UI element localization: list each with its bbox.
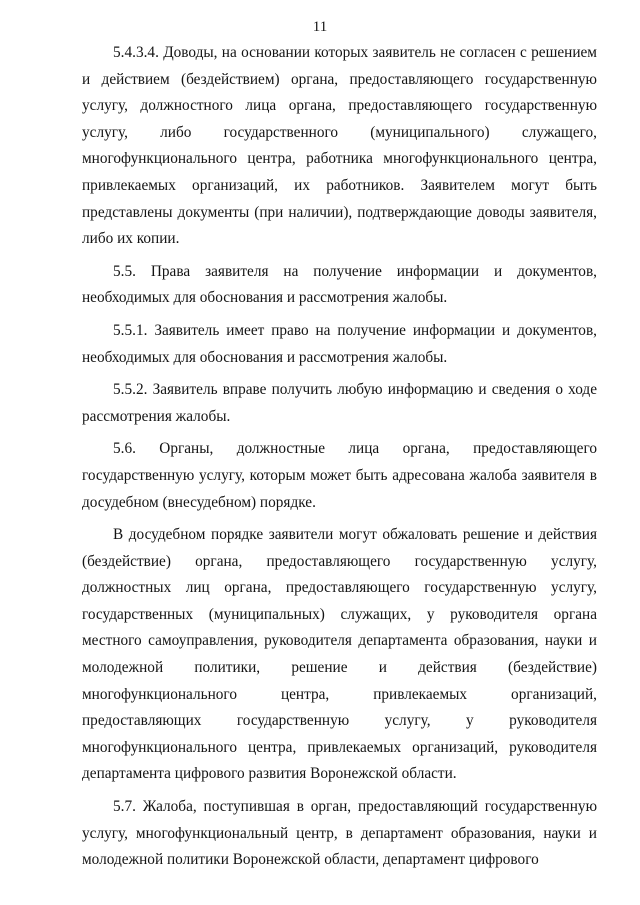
paragraph-5-5: 5.5. Права заявителя на получение информации и документов, необходимых для обоснования и рассмотрения жалобы.: [82, 262, 597, 307]
paragraph-5-6: 5.6. Органы, должностные лица органа, предоставляющего государственную услугу, которым может быть адресована жалоба заявителя в досудебном (внесудебном) порядке.: [82, 440, 597, 511]
page-number: 11: [312, 19, 328, 35]
paragraph-5-7: 5.7. Жалоба, поступившая в орган, предоставляющий государственную услугу, многофункциональный центр, в департамент образования, науки и молодежной политики Воронежской области, департамент цифрового: [82, 798, 597, 869]
paragraph-5-5-2: 5.5.2. Заявитель вправе получить любую информацию и сведения о ходе рассмотрения жалобы.: [82, 381, 597, 425]
paragraph-5-4-3-4: 5.4.3.4. Доводы, на основании которых заявитель не согласен с решением и действием (бездействием) органа, предоставляющего государственную услугу, должностного лица органа, предоставляющего государственную услугу, либо государственного (муниципального) служащего, многофункционального центра, работника многофункционального центра, привлекаемых организаций, их работников. Заявителем могут быть представлены документы (при наличии), подтверждающие доводы заявителя, либо их копии.: [82, 44, 597, 248]
paragraph-5-5-1: 5.5.1. Заявитель имеет право на получение информации и документов, необходимых для обоснования и рассмотрения жалобы.: [82, 321, 597, 366]
document-body: [82, 40, 597, 874]
paragraph-appeal-procedure: В досудебном порядке заявители могут обжаловать решение и действия (бездействие) органа, предоставляющего государственную услугу, должностных лиц органа, предоставляющего государственную услугу, государственных (муниципальных) служащих, у руководителя органа местного самоуправления, руководителя департамента образования, науки и молодежной политики, решение и действия (бездействие) многофункционального центра, привлекаемых организаций, предоставляющих государственную услугу, у руководителя многофункционального центра, привлекаемых организаций, руководителя департамента цифрового развития Воронежской области.: [82, 526, 597, 783]
